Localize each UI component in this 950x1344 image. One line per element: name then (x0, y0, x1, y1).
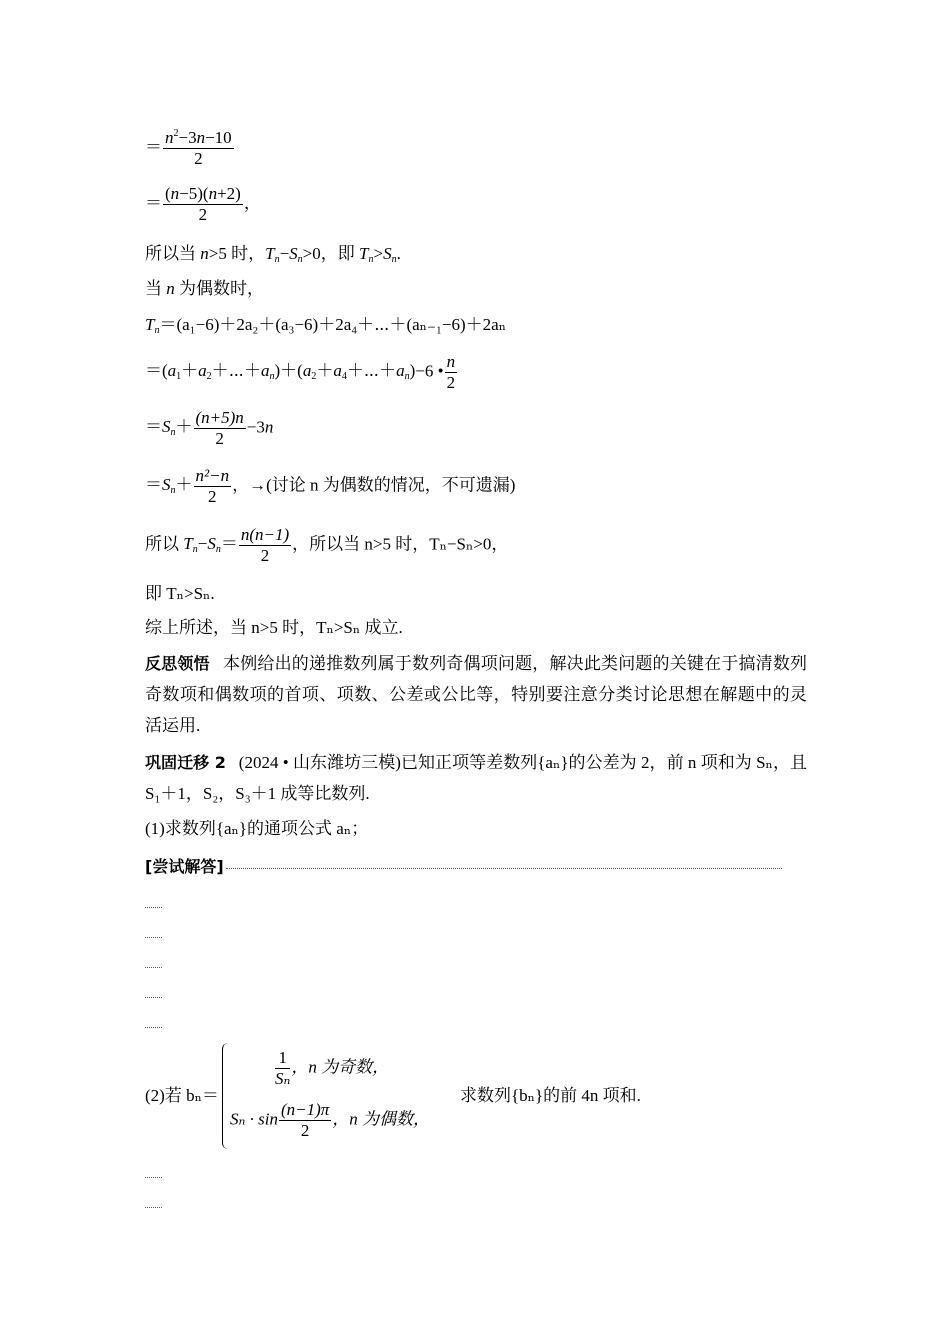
reflection-body: 本例给出的递推数列属于数列奇偶项问题，解决此类问题的关键在于搞清数列奇数项和偶数项的首项、项数、公差或公比等，特别要注意分类讨论思想在解题中的灵活运用. (145, 654, 807, 735)
denominator: 2 (215, 429, 224, 448)
var-n: n (165, 128, 174, 147)
question-1: (1)求数列{aₙ}的通项公式 aₙ； (145, 819, 369, 838)
step-line-6 (145, 352, 458, 393)
num-part: −5)( (179, 184, 209, 203)
exercise-source: (2024 • 山东潍坊三模) (238, 753, 401, 772)
var-n: n (208, 184, 218, 203)
subscript: n (368, 254, 374, 265)
step-line-3 (145, 243, 401, 265)
numerator: (n−1)π (280, 1100, 330, 1119)
expression: $T_n-S_n=$ (183, 534, 238, 556)
fraction (445, 352, 458, 393)
fraction (163, 128, 234, 169)
step-line-11: 综上所述，当 n>5 时，Tₙ>Sₙ 成立. (145, 618, 403, 637)
denominator: Sₙ (275, 1069, 291, 1088)
attempt-row (145, 856, 782, 878)
equals-sign: ＝ (145, 137, 162, 157)
text: 为偶数时， (174, 279, 264, 298)
var-S: S (383, 244, 392, 263)
fraction (194, 408, 246, 449)
fraction (279, 1100, 331, 1141)
step-line-9 (145, 525, 508, 566)
exponent: 2 (173, 128, 179, 139)
denominator: 2 (194, 149, 203, 168)
step-line-7 (145, 408, 273, 449)
denominator: 2 (260, 546, 270, 565)
text: − (279, 244, 290, 263)
denominator: 2 (208, 487, 217, 506)
step-line-1 (145, 128, 235, 169)
var-n: n (196, 128, 206, 147)
comma: ， (243, 193, 261, 213)
answer-dots[interactable] (145, 1177, 162, 1178)
var-S: S (289, 244, 298, 263)
numerator: n(n−1) (240, 525, 290, 544)
step-line-2 (145, 184, 261, 225)
step-line-10: 即 Tₙ>Sₙ. (145, 584, 215, 603)
answer-dots[interactable] (145, 907, 162, 908)
exercise-stem: 已知正项等差数列{aₙ}的公差为 2，前 n 项和为 Sₙ，且 S₁＋1，S₂，S₃＋1 成等比数列. (145, 753, 807, 803)
var-T: T (359, 244, 369, 263)
answer-dots[interactable] (145, 1207, 162, 1208)
expression: $=S_n+$ (145, 475, 193, 497)
case-condition: ，n 为偶数， (332, 1109, 431, 1129)
fraction (194, 466, 232, 507)
equals-sign: ＝ (145, 193, 162, 213)
denominator: 2 (446, 373, 456, 392)
num-part: −3 (178, 128, 197, 147)
exercise-title: 巩固迁移 2 (145, 753, 226, 772)
question-2-suffix: 求数列{bₙ}的前 4n 项和. (460, 1086, 641, 1105)
text: >5 时， (208, 244, 266, 263)
answer-line[interactable] (226, 868, 782, 869)
case-lead: Sₙ · sin (230, 1109, 278, 1129)
denominator: 2 (198, 205, 208, 224)
question-2-prefix: (2)若 bₙ＝ (145, 1086, 219, 1105)
denominator: 2 (300, 1121, 310, 1140)
answer-dots[interactable] (145, 997, 162, 998)
var-n: n (170, 184, 180, 203)
text: −3 (246, 417, 265, 437)
case-condition: ，n 为奇数， (291, 1057, 390, 1077)
var-n: n (264, 417, 274, 437)
expression: $=(a_1+a_2+\cdots+a_n)+(a_2+a_4+\cdots+a_n)$ (145, 361, 416, 383)
text: >0，即 (302, 244, 359, 263)
exercise-paragraph (145, 747, 807, 809)
numerator: 1 (275, 1048, 290, 1069)
reflection-paragraph (145, 648, 807, 741)
answer-dots[interactable] (145, 937, 162, 938)
answer-dots[interactable] (145, 1027, 162, 1028)
var-n: n (200, 244, 209, 263)
annotation-note: ，→(讨论 n 为偶数的情况，不可遗漏) (232, 475, 516, 495)
subscript: n (274, 254, 280, 265)
text: > (373, 244, 384, 263)
text: 所以 (145, 534, 184, 554)
step-line-8 (145, 466, 515, 507)
numerator: n (446, 352, 456, 371)
text: . (396, 244, 401, 263)
expression: ＝(a₁−6)＋2a₂＋(a₃−6)＋2a₄＋⋯＋(aₙ₋₁−6)＋2aₙ (159, 315, 507, 334)
text: 当 (145, 279, 167, 298)
text: −6 • (415, 361, 444, 381)
subscript: n (154, 325, 160, 336)
piecewise-case-1 (274, 1048, 389, 1089)
num-part: −10 (205, 128, 232, 147)
step-line-5 (145, 314, 506, 336)
piecewise-case-2 (230, 1100, 430, 1141)
fraction (275, 1048, 290, 1089)
var-T: T (145, 315, 155, 334)
var-T: T (265, 244, 275, 263)
expression: $=S_n+$ (145, 417, 193, 439)
fraction (239, 525, 291, 566)
text: 所以当 (145, 244, 201, 263)
fraction (163, 184, 243, 225)
step-line-4 (145, 278, 264, 300)
num-part: +2) (217, 184, 241, 203)
numerator: (n+5)n (195, 408, 244, 427)
subscript: n (391, 254, 397, 265)
numerator: n²−n (195, 466, 230, 485)
var-n: n (166, 279, 175, 298)
subscript: n (297, 254, 303, 265)
reflection-title: 反思领悟 (145, 654, 210, 673)
attempt-label: [尝试解答] (145, 857, 224, 876)
text: ，所以当 n>5 时，Tₙ−Sₙ>0， (292, 534, 509, 554)
num-part: ( (165, 184, 171, 203)
answer-dots[interactable] (145, 967, 162, 968)
